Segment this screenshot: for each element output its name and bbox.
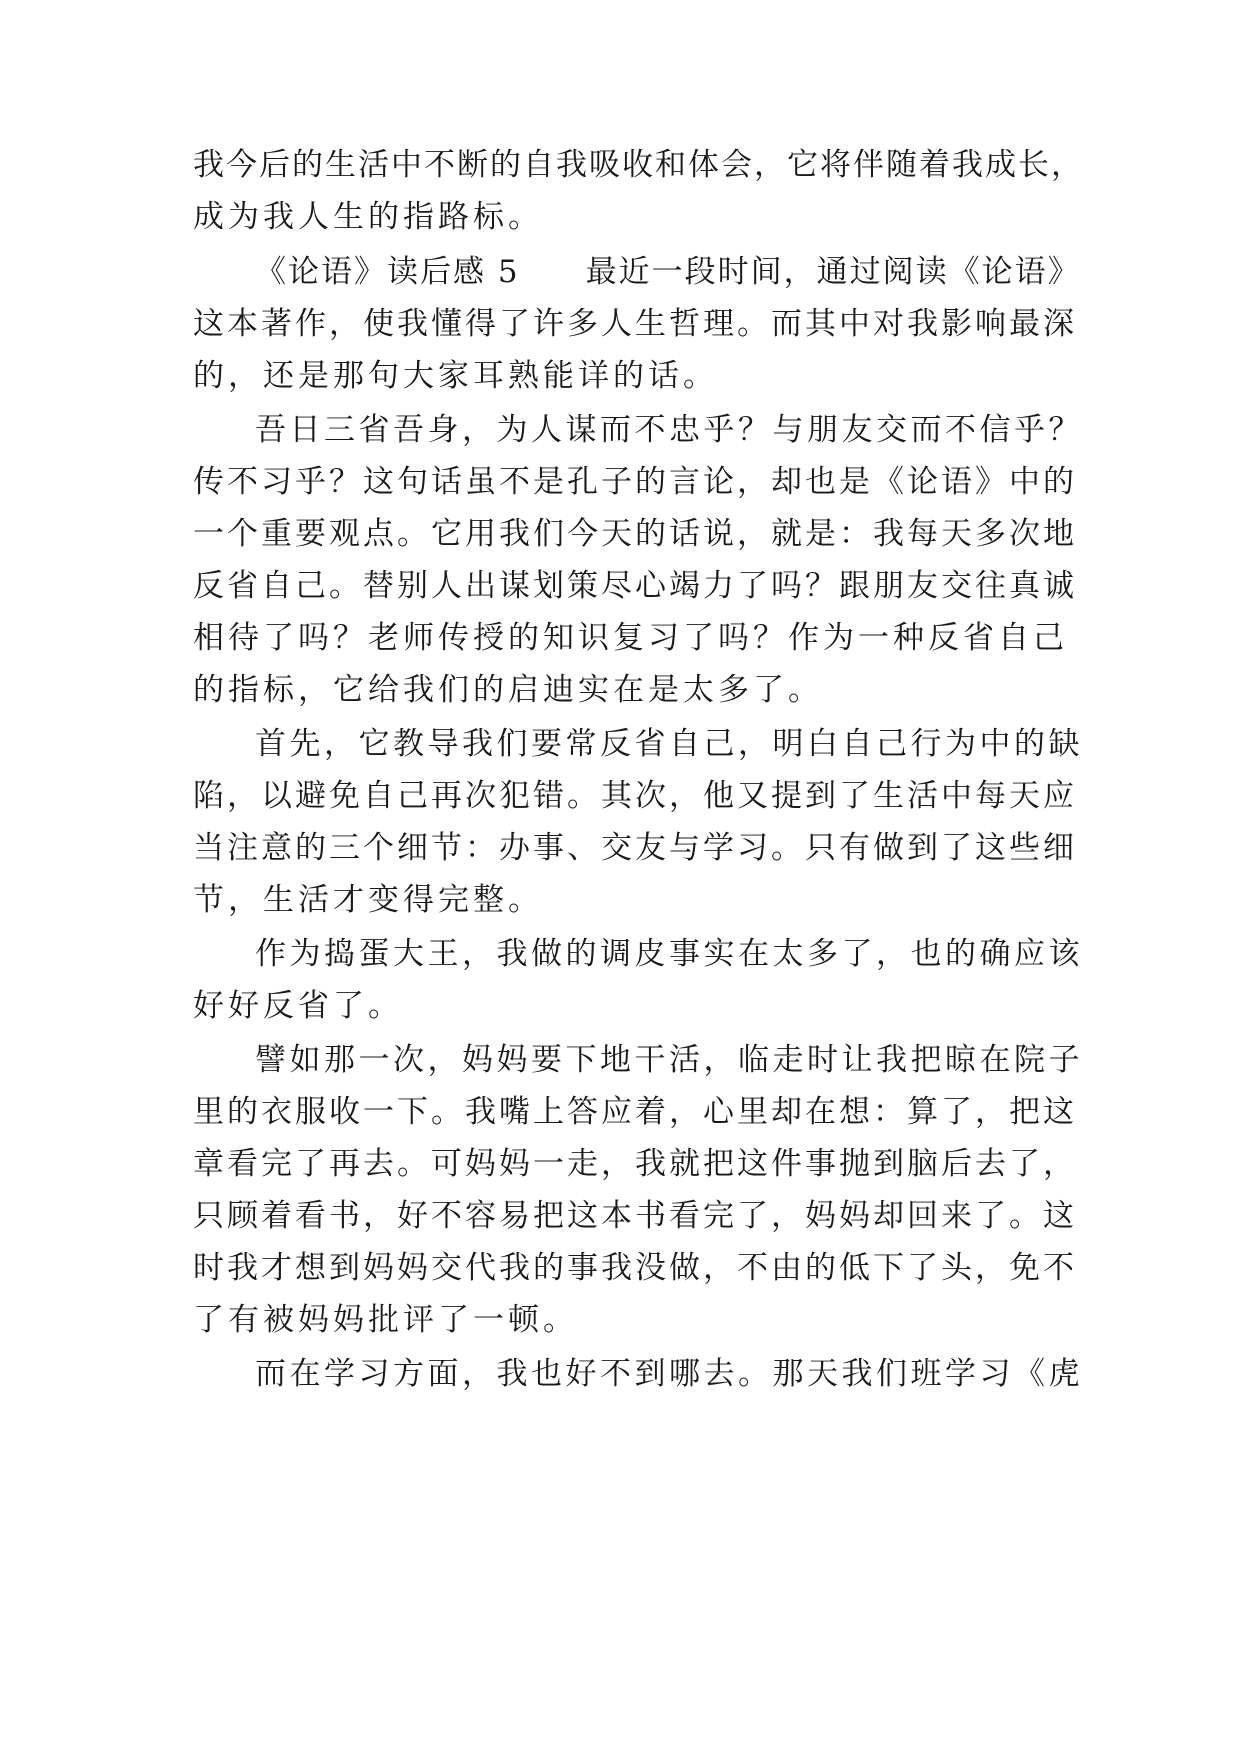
text-line: 的指标，它给我们的启迪实在是太多了。 — [193, 672, 823, 708]
text-line: 相待了吗？老师传授的知识复习了吗？作为一种反省自己 — [193, 620, 1068, 656]
text-line: 我今后的生活中不断的自我吸收和体会，它将伴随着我成长， — [193, 147, 1084, 183]
text-line: 成为我人生的指路标。 — [193, 199, 543, 235]
text-line: 而在学习方面，我也好不到哪去。那天我们班学习《虎 — [255, 1356, 1083, 1392]
text-line: 只顾着看书，好不容易把这本书看完了，妈妈却回来了。这 — [193, 1198, 1077, 1234]
text-line: 譬如那一次，妈妈要下地干活，临走时让我把晾在院子 — [255, 1042, 1083, 1078]
text-line: 好好反省了。 — [193, 988, 403, 1024]
text-line: 当注意的三个细节：办事、交友与学习。只有做到了这些细 — [193, 830, 1077, 866]
text-line: 一个重要观点。它用我们今天的话说，就是：我每天多次地 — [193, 516, 1077, 552]
text-line: 的，还是那句大家耳熟能详的话。 — [193, 358, 718, 394]
text-line: 《论语》读后感 5 最近一段时间，通过阅读《论语》 — [255, 254, 1081, 290]
text-line: 里的衣服收一下。我嘴上答应着，心里却在想：算了，把这 — [193, 1094, 1077, 1130]
text-line: 作为捣蛋大王，我做的调皮事实在太多了，也的确应该 — [255, 936, 1083, 972]
text-line: 了有被妈妈批评了一顿。 — [193, 1302, 578, 1338]
text-line: 这本著作，使我懂得了许多人生哲理。而其中对我影响最深 — [193, 306, 1077, 342]
text-line: 章看完了再去。可妈妈一走，我就把这件事抛到脑后去了， — [193, 1146, 1077, 1182]
text-line: 传不习乎？这句话虽不是孔子的言论，却也是《论语》中的 — [193, 464, 1077, 500]
text-line: 吾日三省吾身，为人谋而不忠乎？与朋友交而不信乎？ — [255, 412, 1083, 448]
text-line: 节，生活才变得完整。 — [193, 882, 543, 918]
text-line: 首先，它教导我们要常反省自己，明白自己行为中的缺 — [255, 726, 1083, 762]
text-line: 反省自己。替别人出谋划策尽心竭力了吗？跟朋友交往真诚 — [193, 568, 1077, 604]
text-line: 时我才想到妈妈交代我的事我没做，不由的低下了头，免不 — [193, 1250, 1077, 1286]
text-line: 陷，以避免自己再次犯错。其次，他又提到了生活中每天应 — [193, 778, 1077, 814]
